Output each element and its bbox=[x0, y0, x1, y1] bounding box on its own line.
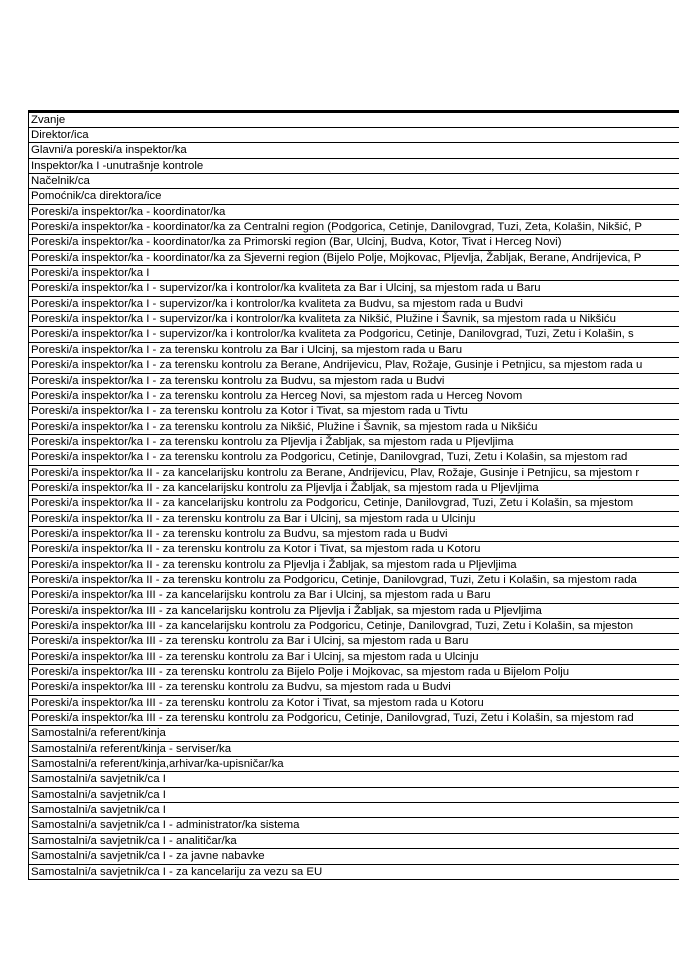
table-row[interactable]: Poreski/a inspektor/ka II - za terensku kontrolu za Kotor i Tivat, sa mjestom rada u Kotoru bbox=[29, 542, 679, 557]
table-row[interactable]: Poreski/a inspektor/ka II - za terensku kontrolu za Pljevlja i Žabljak, sa mjestom rada u Pljevljima bbox=[29, 558, 679, 573]
table-row[interactable]: Poreski/a inspektor/ka - koordinator/ka za Primorski region (Bar, Ulcinj, Budva, Kotor, Tivat i Herceg Novi) bbox=[29, 235, 679, 250]
table-row[interactable]: Samostalni/a savjetnik/ca I - za javne nabavke bbox=[29, 849, 679, 864]
table-row[interactable]: Načelnik/ca bbox=[29, 174, 679, 189]
table-row[interactable]: Poreski/a inspektor/ka I bbox=[29, 266, 679, 281]
table-row[interactable]: Poreski/a inspektor/ka II - za kancelarijsku kontrolu za Podgoricu, Cetinje, Danilovgrad, Tuzi, Zetu i Kolašin, sa mjestom bbox=[29, 496, 679, 511]
table-row[interactable]: Samostalni/a referent/kinja,arhivar/ka-upisničar/ka bbox=[29, 757, 679, 772]
table-row[interactable]: Poreski/a inspektor/ka I - za terensku kontrolu za Nikšić, Plužine i Šavnik, sa mjestom rada u Nikšiću bbox=[29, 420, 679, 435]
spreadsheet-table bbox=[28, 110, 679, 880]
table-row[interactable]: Poreski/a inspektor/ka II - za terensku kontrolu za Podgoricu, Cetinje, Danilovgrad, Tuzi, Zetu i Kolašin, sa mjestom rada bbox=[29, 573, 679, 588]
table-row[interactable]: Poreski/a inspektor/ka I - za terensku kontrolu za Budvu, sa mjestom rada u Budvi bbox=[29, 374, 679, 389]
table-row[interactable]: Samostalni/a savjetnik/ca I - administrator/ka sistema bbox=[29, 818, 679, 833]
table-row[interactable]: Samostalni/a savjetnik/ca I bbox=[29, 772, 679, 787]
table-row[interactable]: Poreski/a inspektor/ka III - za terensku kontrolu za Podgoricu, Cetinje, Danilovgrad, Tuzi, Zetu i Kolašin, sa mjestom rad bbox=[29, 711, 679, 726]
table-row[interactable]: Poreski/a inspektor/ka I - za terensku kontrolu za Pljevlja i Žabljak, sa mjestom rada u Pljevljima bbox=[29, 435, 679, 450]
table-row[interactable]: Samostalni/a savjetnik/ca I bbox=[29, 788, 679, 803]
table-row[interactable]: Poreski/a inspektor/ka III - za terensku kontrolu za Kotor i Tivat, sa mjestom rada u Kotoru bbox=[29, 696, 679, 711]
table-row[interactable]: Poreski/a inspektor/ka I - za terensku kontrolu za Kotor i Tivat, sa mjestom rada u Tivtu bbox=[29, 404, 679, 419]
table-row[interactable]: Samostalni/a savjetnik/ca I bbox=[29, 803, 679, 818]
table-row[interactable]: Poreski/a inspektor/ka III - za kancelarijsku kontrolu za Bar i Ulcinj, sa mjestom rada u Baru bbox=[29, 588, 679, 603]
table-row[interactable]: Poreski/a inspektor/ka I - supervizor/ka i kontrolor/ka kvaliteta za Budvu, sa mjestom rada u Budvi bbox=[29, 297, 679, 312]
table-row[interactable]: Poreski/a inspektor/ka II - za terensku kontrolu za Budvu, sa mjestom rada u Budvi bbox=[29, 527, 679, 542]
table-row[interactable]: Poreski/a inspektor/ka - koordinator/ka za Sjeverni region (Bijelo Polje, Mojkovac, Pljevlja, Žabljak, Berane, Andrijevica, P bbox=[29, 251, 679, 266]
table-row[interactable]: Poreski/a inspektor/ka III - za terensku kontrolu za Bar i Ulcinj, sa mjestom rada u Ulcinju bbox=[29, 650, 679, 665]
table-row[interactable]: Poreski/a inspektor/ka III - za terensku kontrolu za Bijelo Polje i Mojkovac, sa mjestom rada u Bijelom Polju bbox=[29, 665, 679, 680]
table-row[interactable]: Glavni/a poreski/a inspektor/ka bbox=[29, 143, 679, 158]
table-row[interactable]: Inspektor/ka I -unutrašnje kontrole bbox=[29, 159, 679, 174]
table-row[interactable]: Poreski/a inspektor/ka II - za kancelarijsku kontrolu za Berane, Andrijevicu, Plav, Rožaje, Gusinje i Petnjicu, sa mjestom r bbox=[29, 466, 679, 481]
table-row[interactable]: Pomoćnik/ca direktora/ice bbox=[29, 189, 679, 204]
table-row[interactable]: Poreski/a inspektor/ka I - za terensku kontrolu za Berane, Andrijevicu, Plav, Rožaje, Gusinje i Petnjicu, sa mjestom rada u bbox=[29, 358, 679, 373]
table-row[interactable]: Poreski/a inspektor/ka - koordinator/ka bbox=[29, 205, 679, 220]
table-row[interactable]: Poreski/a inspektor/ka I - supervizor/ka i kontrolor/ka kvaliteta za Nikšić, Plužine i Šavnik, sa mjestom rada u Nikšiću bbox=[29, 312, 679, 327]
table-row[interactable]: Poreski/a inspektor/ka - koordinator/ka za Centralni region (Podgorica, Cetinje, Danilovgrad, Tuzi, Zeta, Kolašin, Nikšić, P bbox=[29, 220, 679, 235]
table-row[interactable]: Poreski/a inspektor/ka I - supervizor/ka i kontrolor/ka kvaliteta za Bar i Ulcinj, sa mjestom rada u Baru bbox=[29, 281, 679, 296]
table-row[interactable]: Poreski/a inspektor/ka III - za terensku kontrolu za Bar i Ulcinj, sa mjestom rada u Baru bbox=[29, 634, 679, 649]
table-row[interactable]: Poreski/a inspektor/ka I - za terensku kontrolu za Bar i Ulcinj, sa mjestom rada u Baru bbox=[29, 343, 679, 358]
column-header-zvanje[interactable]: Zvanje bbox=[29, 113, 679, 128]
table-row[interactable]: Poreski/a inspektor/ka I - za terensku kontrolu za Podgoricu, Cetinje, Danilovgrad, Tuzi, Zetu i Kolašin, sa mjestom rad bbox=[29, 450, 679, 465]
table-row[interactable]: Samostalni/a referent/kinja bbox=[29, 726, 679, 741]
table-row[interactable]: Poreski/a inspektor/ka III - za kancelarijsku kontrolu za Pljevlja i Žabljak, sa mjestom rada u Pljevljima bbox=[29, 604, 679, 619]
table-row[interactable]: Direktor/ica bbox=[29, 128, 679, 143]
table-row[interactable]: Poreski/a inspektor/ka II - za kancelarijsku kontrolu za Pljevlja i Žabljak, sa mjestom rada u Pljevljima bbox=[29, 481, 679, 496]
table-row[interactable]: Samostalni/a referent/kinja - serviser/ka bbox=[29, 742, 679, 757]
table-body bbox=[29, 128, 679, 880]
table-row[interactable]: Poreski/a inspektor/ka III - za kancelarijsku kontrolu za Podgoricu, Cetinje, Danilovgrad, Tuzi, Zetu i Kolašin, sa mjeston bbox=[29, 619, 679, 634]
table-row[interactable]: Poreski/a inspektor/ka I - supervizor/ka i kontrolor/ka kvaliteta za Podgoricu, Cetinje, Danilovgrad, Tuzi, Zetu i Kolašin, s bbox=[29, 327, 679, 342]
table-row[interactable]: Poreski/a inspektor/ka I - za terensku kontrolu za Herceg Novi, sa mjestom rada u Herceg Novom bbox=[29, 389, 679, 404]
table-row[interactable]: Poreski/a inspektor/ka III - za terensku kontrolu za Budvu, sa mjestom rada u Budvi bbox=[29, 680, 679, 695]
table-row[interactable]: Poreski/a inspektor/ka II - za terensku kontrolu za Bar i Ulcinj, sa mjestom rada u Ulcinju bbox=[29, 512, 679, 527]
table-row[interactable]: Samostalni/a savjetnik/ca I - za kancelariju za vezu sa EU bbox=[29, 865, 679, 880]
table-row[interactable]: Samostalni/a savjetnik/ca I - analitičar/ka bbox=[29, 834, 679, 849]
